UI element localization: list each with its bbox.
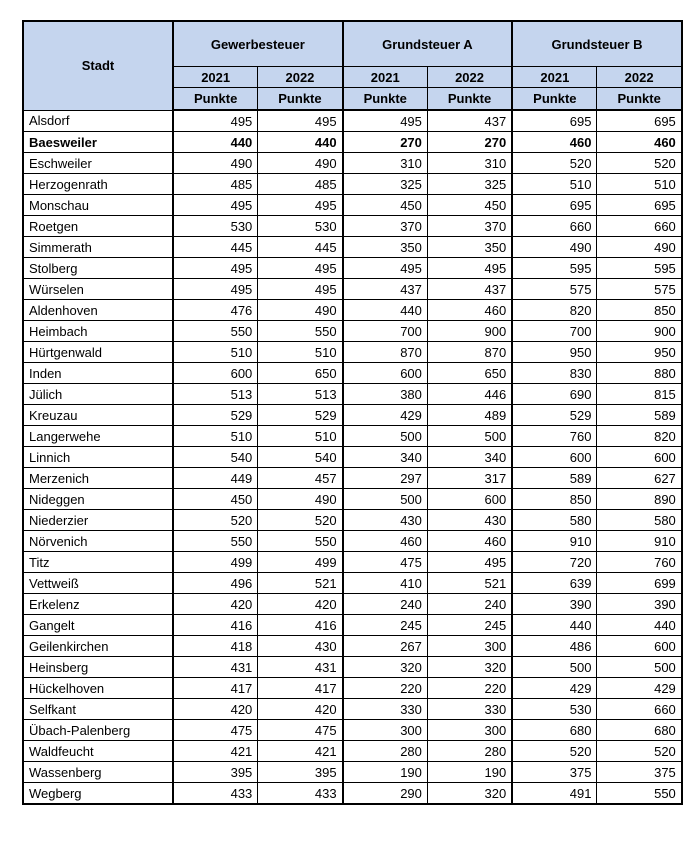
cell-value: 695 (512, 195, 597, 216)
cell-value: 580 (597, 510, 682, 531)
header-year: 2022 (597, 67, 682, 88)
cell-value: 520 (597, 153, 682, 174)
header-group-gewerbesteuer: Gewerbesteuer (173, 21, 343, 67)
cell-value: 476 (173, 300, 258, 321)
cell-value: 320 (343, 657, 428, 678)
cell-value: 900 (427, 321, 512, 342)
cell-value: 660 (512, 216, 597, 237)
cell-value: 530 (173, 216, 258, 237)
cell-value: 760 (597, 552, 682, 573)
cell-value: 220 (343, 678, 428, 699)
cell-city: Simmerath (23, 237, 173, 258)
table-row (23, 300, 682, 321)
cell-value: 540 (258, 447, 343, 468)
header-unit: Punkte (258, 88, 343, 111)
table-row (23, 279, 682, 300)
cell-value: 520 (597, 741, 682, 762)
table-row (23, 615, 682, 636)
header-group-grundsteuer-b: Grundsteuer B (512, 21, 682, 67)
cell-value: 460 (427, 531, 512, 552)
cell-city: Inden (23, 363, 173, 384)
cell-value: 695 (597, 110, 682, 132)
cell-value: 550 (258, 321, 343, 342)
cell-value: 270 (427, 132, 512, 153)
cell-value: 495 (173, 279, 258, 300)
cell-value: 491 (512, 783, 597, 805)
cell-value: 700 (512, 321, 597, 342)
cell-city: Nörvenich (23, 531, 173, 552)
cell-value: 589 (597, 405, 682, 426)
cell-value: 500 (343, 426, 428, 447)
cell-value: 220 (427, 678, 512, 699)
cell-value: 495 (258, 258, 343, 279)
cell-value: 600 (173, 363, 258, 384)
cell-city: Waldfeucht (23, 741, 173, 762)
cell-value: 486 (512, 636, 597, 657)
cell-value: 820 (597, 426, 682, 447)
cell-value: 490 (597, 237, 682, 258)
table-row (23, 195, 682, 216)
table-row (23, 468, 682, 489)
cell-value: 475 (173, 720, 258, 741)
cell-value: 550 (597, 783, 682, 805)
cell-city: Jülich (23, 384, 173, 405)
header-year: 2022 (427, 67, 512, 88)
cell-value: 460 (597, 132, 682, 153)
cell-value: 495 (173, 195, 258, 216)
header-year: 2021 (512, 67, 597, 88)
cell-value: 595 (512, 258, 597, 279)
cell-value: 418 (173, 636, 258, 657)
cell-city: Linnich (23, 447, 173, 468)
cell-city: Monschau (23, 195, 173, 216)
cell-value: 890 (597, 489, 682, 510)
table-body (23, 110, 682, 804)
cell-city: Langerwehe (23, 426, 173, 447)
table-header (23, 21, 682, 110)
cell-value: 600 (427, 489, 512, 510)
cell-value: 245 (343, 615, 428, 636)
cell-value: 190 (427, 762, 512, 783)
cell-value: 395 (258, 762, 343, 783)
cell-value: 370 (427, 216, 512, 237)
table-row (23, 552, 682, 573)
table-row (23, 110, 682, 132)
cell-value: 280 (343, 741, 428, 762)
cell-value: 495 (258, 279, 343, 300)
cell-value: 499 (173, 552, 258, 573)
header-unit: Punkte (512, 88, 597, 111)
cell-city: Hückelhoven (23, 678, 173, 699)
cell-value: 550 (258, 531, 343, 552)
cell-value: 325 (343, 174, 428, 195)
cell-value: 290 (343, 783, 428, 805)
cell-value: 395 (173, 762, 258, 783)
cell-value: 475 (343, 552, 428, 573)
cell-city: Hürtgenwald (23, 342, 173, 363)
cell-value: 446 (427, 384, 512, 405)
table-row (23, 321, 682, 342)
cell-city: Würselen (23, 279, 173, 300)
cell-value: 880 (597, 363, 682, 384)
cell-value: 521 (427, 573, 512, 594)
cell-value: 695 (512, 110, 597, 132)
cell-value: 499 (258, 552, 343, 573)
cell-value: 490 (258, 489, 343, 510)
cell-value: 870 (343, 342, 428, 363)
cell-value: 489 (427, 405, 512, 426)
cell-value: 513 (258, 384, 343, 405)
table-row (23, 384, 682, 405)
cell-value: 416 (258, 615, 343, 636)
table-row (23, 363, 682, 384)
cell-value: 850 (512, 489, 597, 510)
cell-city: Merzenich (23, 468, 173, 489)
cell-value: 300 (427, 636, 512, 657)
cell-value: 500 (597, 657, 682, 678)
cell-value: 700 (343, 321, 428, 342)
cell-value: 639 (512, 573, 597, 594)
header-unit: Punkte (597, 88, 682, 111)
cell-value: 510 (173, 342, 258, 363)
cell-value: 390 (512, 594, 597, 615)
table-row (23, 426, 682, 447)
table-row (23, 258, 682, 279)
cell-value: 627 (597, 468, 682, 489)
cell-value: 421 (173, 741, 258, 762)
cell-value: 420 (173, 594, 258, 615)
cell-value: 437 (427, 110, 512, 132)
cell-value: 495 (427, 552, 512, 573)
header-unit: Punkte (427, 88, 512, 111)
cell-value: 650 (258, 363, 343, 384)
cell-value: 330 (343, 699, 428, 720)
cell-value: 850 (597, 300, 682, 321)
cell-value: 300 (427, 720, 512, 741)
cell-value: 500 (343, 489, 428, 510)
cell-value: 680 (597, 720, 682, 741)
cell-value: 490 (173, 153, 258, 174)
table-row (23, 510, 682, 531)
table-row (23, 657, 682, 678)
cell-value: 420 (173, 699, 258, 720)
cell-value: 325 (427, 174, 512, 195)
header-year: 2021 (343, 67, 428, 88)
cell-value: 340 (427, 447, 512, 468)
header-year: 2022 (258, 67, 343, 88)
cell-value: 440 (173, 132, 258, 153)
cell-value: 600 (343, 363, 428, 384)
cell-value: 910 (597, 531, 682, 552)
cell-city: Gangelt (23, 615, 173, 636)
cell-value: 449 (173, 468, 258, 489)
cell-city: Selfkant (23, 699, 173, 720)
cell-value: 240 (427, 594, 512, 615)
cell-value: 460 (512, 132, 597, 153)
cell-value: 495 (343, 110, 428, 132)
cell-value: 595 (597, 258, 682, 279)
cell-value: 190 (343, 762, 428, 783)
tax-rate-table (22, 20, 683, 805)
table-row (23, 720, 682, 741)
cell-value: 495 (173, 258, 258, 279)
table-row (23, 216, 682, 237)
cell-value: 950 (597, 342, 682, 363)
cell-value: 510 (258, 342, 343, 363)
cell-value: 297 (343, 468, 428, 489)
cell-value: 550 (173, 531, 258, 552)
table-row (23, 237, 682, 258)
cell-city: Heinsberg (23, 657, 173, 678)
cell-value: 910 (512, 531, 597, 552)
cell-value: 445 (258, 237, 343, 258)
cell-value: 510 (258, 426, 343, 447)
cell-value: 450 (343, 195, 428, 216)
cell-city: Aldenhoven (23, 300, 173, 321)
cell-value: 417 (173, 678, 258, 699)
table-row (23, 762, 682, 783)
table-row (23, 489, 682, 510)
cell-city: Übach-Palenberg (23, 720, 173, 741)
cell-value: 550 (173, 321, 258, 342)
header-city: Stadt (23, 21, 173, 110)
cell-value: 600 (512, 447, 597, 468)
cell-value: 830 (512, 363, 597, 384)
cell-value: 510 (512, 174, 597, 195)
cell-value: 589 (512, 468, 597, 489)
cell-value: 490 (512, 237, 597, 258)
cell-city: Nideggen (23, 489, 173, 510)
cell-city: Geilenkirchen (23, 636, 173, 657)
cell-value: 510 (597, 174, 682, 195)
cell-value: 699 (597, 573, 682, 594)
cell-value: 520 (512, 741, 597, 762)
cell-value: 529 (173, 405, 258, 426)
cell-value: 430 (343, 510, 428, 531)
cell-value: 330 (427, 699, 512, 720)
cell-value: 375 (512, 762, 597, 783)
cell-value: 417 (258, 678, 343, 699)
cell-value: 600 (597, 636, 682, 657)
cell-value: 350 (427, 237, 512, 258)
cell-value: 900 (597, 321, 682, 342)
table-row (23, 783, 682, 805)
cell-value: 520 (512, 153, 597, 174)
table-row (23, 342, 682, 363)
cell-value: 420 (258, 699, 343, 720)
cell-city: Erkelenz (23, 594, 173, 615)
cell-value: 695 (597, 195, 682, 216)
cell-value: 270 (343, 132, 428, 153)
table-row (23, 594, 682, 615)
cell-value: 495 (343, 258, 428, 279)
cell-value: 510 (173, 426, 258, 447)
cell-value: 500 (427, 426, 512, 447)
cell-value: 429 (597, 678, 682, 699)
cell-value: 431 (173, 657, 258, 678)
cell-value: 433 (258, 783, 343, 805)
cell-value: 660 (597, 216, 682, 237)
cell-value: 575 (597, 279, 682, 300)
cell-value: 720 (512, 552, 597, 573)
cell-value: 495 (427, 258, 512, 279)
table-row (23, 132, 682, 153)
cell-city: Heimbach (23, 321, 173, 342)
cell-value: 457 (258, 468, 343, 489)
header-unit: Punkte (343, 88, 428, 111)
cell-city: Roetgen (23, 216, 173, 237)
cell-value: 440 (512, 615, 597, 636)
table-row (23, 174, 682, 195)
cell-value: 660 (597, 699, 682, 720)
table-row (23, 699, 682, 720)
cell-value: 520 (258, 510, 343, 531)
cell-value: 460 (343, 531, 428, 552)
cell-value: 690 (512, 384, 597, 405)
cell-value: 320 (427, 783, 512, 805)
cell-value: 437 (343, 279, 428, 300)
cell-value: 529 (512, 405, 597, 426)
cell-value: 317 (427, 468, 512, 489)
table-row (23, 531, 682, 552)
cell-value: 420 (258, 594, 343, 615)
cell-value: 650 (427, 363, 512, 384)
cell-value: 375 (597, 762, 682, 783)
cell-value: 520 (173, 510, 258, 531)
cell-value: 600 (597, 447, 682, 468)
cell-value: 370 (343, 216, 428, 237)
cell-value: 521 (258, 573, 343, 594)
cell-city: Kreuzau (23, 405, 173, 426)
cell-value: 240 (343, 594, 428, 615)
cell-value: 513 (173, 384, 258, 405)
cell-value: 431 (258, 657, 343, 678)
cell-value: 437 (427, 279, 512, 300)
cell-value: 410 (343, 573, 428, 594)
cell-value: 267 (343, 636, 428, 657)
table-row (23, 636, 682, 657)
cell-value: 529 (258, 405, 343, 426)
cell-value: 530 (258, 216, 343, 237)
cell-city: Alsdorf (23, 110, 173, 132)
cell-value: 680 (512, 720, 597, 741)
cell-value: 390 (597, 594, 682, 615)
cell-city: Vettweiß (23, 573, 173, 594)
cell-value: 450 (427, 195, 512, 216)
cell-city: Stolberg (23, 258, 173, 279)
table-row (23, 405, 682, 426)
cell-value: 485 (173, 174, 258, 195)
cell-value: 496 (173, 573, 258, 594)
cell-value: 440 (258, 132, 343, 153)
cell-value: 870 (427, 342, 512, 363)
cell-city: Wegberg (23, 783, 173, 805)
table-row (23, 153, 682, 174)
cell-value: 495 (258, 195, 343, 216)
cell-value: 460 (427, 300, 512, 321)
cell-value: 350 (343, 237, 428, 258)
cell-value: 320 (427, 657, 512, 678)
cell-value: 300 (343, 720, 428, 741)
cell-value: 530 (512, 699, 597, 720)
table-row (23, 447, 682, 468)
cell-value: 433 (173, 783, 258, 805)
cell-value: 500 (512, 657, 597, 678)
table-row (23, 573, 682, 594)
cell-value: 450 (173, 489, 258, 510)
cell-value: 580 (512, 510, 597, 531)
cell-city: Titz (23, 552, 173, 573)
cell-value: 380 (343, 384, 428, 405)
cell-value: 310 (343, 153, 428, 174)
cell-value: 430 (258, 636, 343, 657)
cell-city: Niederzier (23, 510, 173, 531)
cell-value: 575 (512, 279, 597, 300)
table-row (23, 678, 682, 699)
cell-value: 490 (258, 300, 343, 321)
cell-value: 340 (343, 447, 428, 468)
cell-value: 760 (512, 426, 597, 447)
cell-value: 495 (258, 110, 343, 132)
header-year: 2021 (173, 67, 258, 88)
cell-value: 540 (173, 447, 258, 468)
cell-value: 495 (173, 110, 258, 132)
cell-value: 440 (343, 300, 428, 321)
cell-city: Eschweiler (23, 153, 173, 174)
cell-value: 485 (258, 174, 343, 195)
cell-value: 445 (173, 237, 258, 258)
cell-value: 245 (427, 615, 512, 636)
cell-value: 421 (258, 741, 343, 762)
cell-value: 310 (427, 153, 512, 174)
cell-value: 440 (597, 615, 682, 636)
cell-value: 820 (512, 300, 597, 321)
header-group-grundsteuer-a: Grundsteuer A (343, 21, 513, 67)
cell-value: 416 (173, 615, 258, 636)
cell-value: 430 (427, 510, 512, 531)
cell-value: 280 (427, 741, 512, 762)
cell-city: Wassenberg (23, 762, 173, 783)
cell-value: 815 (597, 384, 682, 405)
cell-value: 475 (258, 720, 343, 741)
cell-value: 950 (512, 342, 597, 363)
cell-value: 429 (512, 678, 597, 699)
cell-city: Herzogenrath (23, 174, 173, 195)
header-unit: Punkte (173, 88, 258, 111)
cell-value: 429 (343, 405, 428, 426)
cell-city: Baesweiler (23, 132, 173, 153)
cell-value: 490 (258, 153, 343, 174)
table-row (23, 741, 682, 762)
